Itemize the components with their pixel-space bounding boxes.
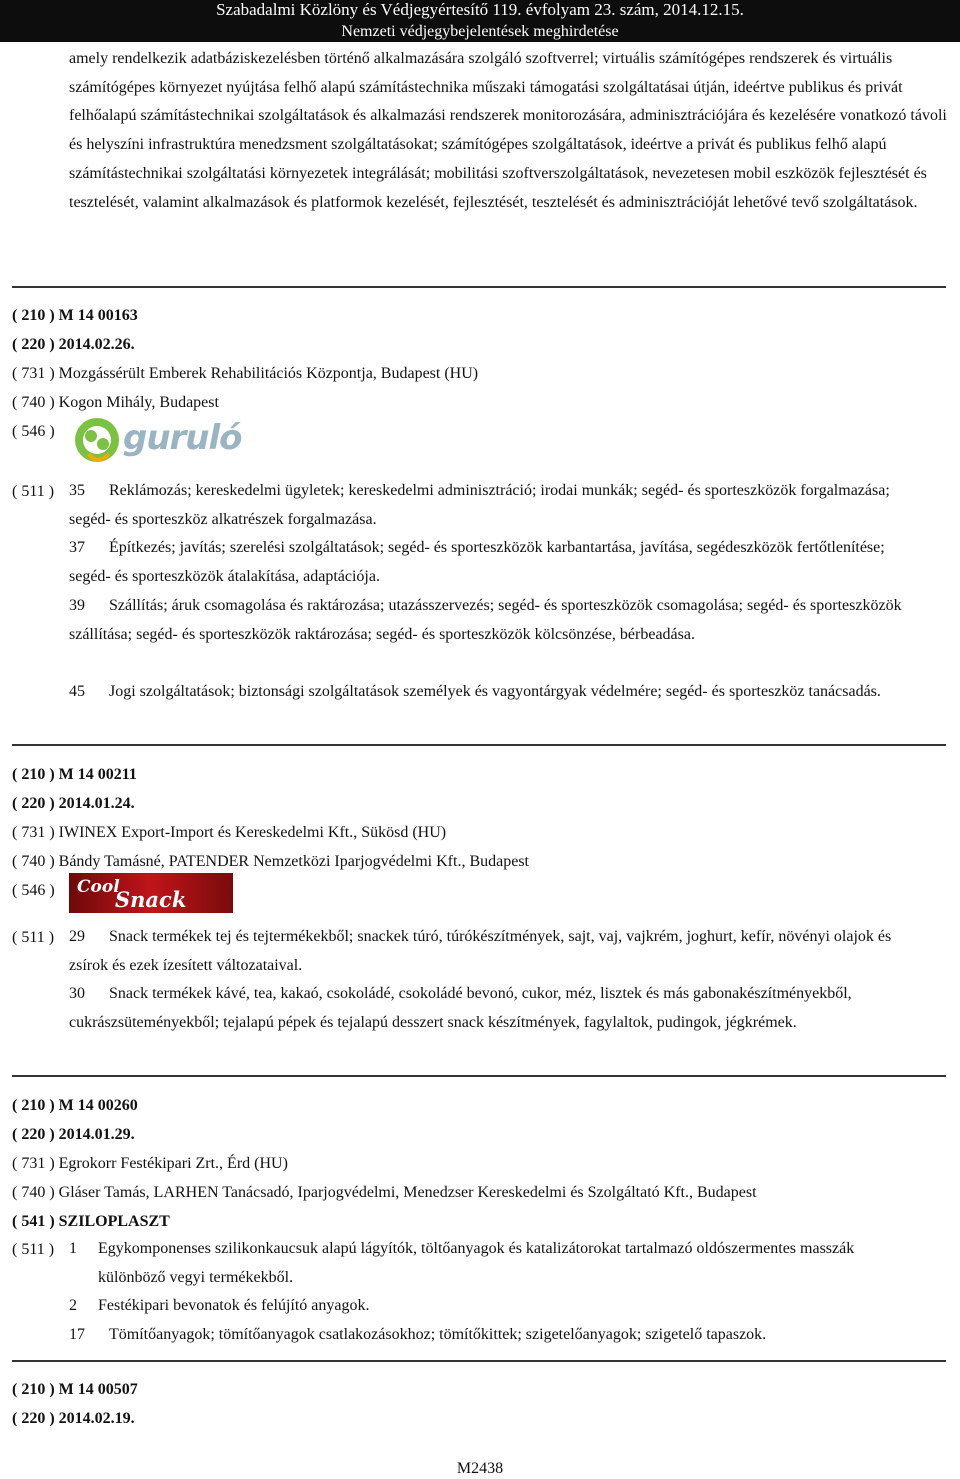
- class-39: [69, 592, 919, 649]
- continued-paragraph: amely rendelkezik adatbáziskezelésben történő alkalmazására szolgáló szoftverrel; virtuális számítógépes rendszerek és virtuális számítógépes környezet nyújtása felhő alapú számítástechnika műszaki támogatási szolgáltatásai útján, ideértve publikus és privát felhőalapú számítástechnikai szolgáltatások és alkalmazási rendszerek monitorozására, adminisztrációjára és kezelésére vonatkozó távoli és helyszíni infrastruktúra menedzsment szolgáltatásokat; számítógépes szolgáltatások, ideértve a privát és publikus felhő alapú számítástechnikai szolgáltatási környezetek integrálását; mobilitási szoftverszolgáltatások, nevezetesen mobil eszközök fejlesztését és tesztelését, valamint alkalmazások és platformok kezelését, fejlesztését, tesztelését és adminisztrációját lehetővé tevő szolgáltatások.: [69, 50, 947, 211]
- class-text: Reklámozás; kereskedelmi ügyletek; kereskedelmi adminisztráció; irodai munkák; segéd- és sporteszközök forgalmazása; segéd- és sporteszköz alkatrészek forgalmazása.: [69, 482, 890, 528]
- class-number: 2: [69, 1297, 77, 1314]
- logo-word-cool: Cool: [77, 877, 120, 897]
- class-35: [69, 477, 919, 534]
- class-number: 45: [69, 683, 85, 700]
- field-731: ( 731 ) IWINEX Export-Import és Kereskedelmi Kft., Sükösd (HU): [12, 824, 447, 841]
- separator: [12, 744, 946, 746]
- class-number: 1: [69, 1240, 77, 1257]
- section-title: Nemzeti védjegybejelentések meghirdetése: [341, 23, 619, 40]
- field-210: ( 210 ) M 14 00163: [12, 307, 138, 324]
- field-220: ( 220 ) 2014.02.19.: [12, 1410, 135, 1427]
- logo-wordmark: guruló: [123, 418, 242, 458]
- field-511: ( 511 ): [12, 1241, 55, 1258]
- field-731: ( 731 ) Egrokorr Festékipari Zrt., Érd (HU): [12, 1155, 288, 1172]
- field-210: ( 210 ) M 14 00211: [12, 766, 137, 783]
- field-740: ( 740 ) Bándy Tamásné, PATENDER Nemzetközi Iparjogvédelmi Kft., Budapest: [12, 853, 529, 870]
- class-number: 30: [69, 985, 85, 1002]
- class-text: Egykomponenses szilikonkaucsuk alapú lágyítók, töltőanyagok és katalizátorokat tartalmazó oldószermentes masszák különböző vegyi termékekből.: [98, 1240, 855, 1286]
- class-text: Szállítás; áruk csomagolása és raktározása; utazásszervezés; segéd- és sporteszközök csomagolása; segéd- és sporteszközök szállítása; segéd- és sporteszközök raktározása; segéd- és sporteszközök kölcsönzése, bérbeadása.: [69, 597, 902, 643]
- page-header: [0, 0, 960, 42]
- logo-word-snack: Snack: [115, 887, 187, 912]
- journal-title: Szabadalmi Közlöny és Védjegyértesítő 119. évfolyam 23. szám, 2014.12.15.: [216, 0, 744, 19]
- field-731: ( 731 ) Mozgássérült Emberek Rehabilitációs Központja, Budapest (HU): [12, 365, 479, 382]
- separator: [12, 1075, 946, 1077]
- class-2: [69, 1292, 918, 1321]
- class-number: 17: [69, 1326, 85, 1343]
- field-740: ( 740 ) Kogon Mihály, Budapest: [12, 394, 219, 411]
- class-number: 35: [69, 482, 85, 499]
- class-text: Snack termékek kávé, tea, kakaó, csokoládé, csokoládé bevonó, cukor, méz, lisztek és más gabonakészítményekből, cukrászsüteményekből; tejalapú pépek és tejalapú desszert snack készítmények, fagylaltok, pudingok, jégkrémek.: [69, 985, 852, 1031]
- field-546: ( 546 ): [12, 882, 55, 899]
- field-511: ( 511 ): [12, 483, 55, 500]
- class-45: [69, 678, 919, 707]
- class-number: 37: [69, 539, 85, 556]
- field-546: ( 546 ): [12, 423, 55, 440]
- field-541: ( 541 ) SZILOPLASZT: [12, 1213, 170, 1230]
- class-text: Snack termékek tej és tejtermékekből; snackek túró, túrókészítmények, sajt, vaj, vajkrém, joghurt, kefír, növényi olajok és zsírok és ezek ízesített változataival.: [69, 928, 892, 974]
- field-220: ( 220 ) 2014.01.29.: [12, 1126, 135, 1143]
- separator: [12, 286, 946, 288]
- class-text: Jogi szolgáltatások; biztonsági szolgáltatások személyek és vagyontárgyak védelmére; segéd- és sporteszköz tanácsadás.: [109, 683, 881, 700]
- class-37: [69, 534, 919, 591]
- class-number: 39: [69, 597, 85, 614]
- page-number: M2438: [456, 1460, 504, 1477]
- field-740: ( 740 ) Gláser Tamás, LARHEN Tanácsadó, Iparjogvédelmi, Menedzser Kereskedelmi és Szolgáltató Kft., Budapest: [12, 1184, 757, 1201]
- field-210: ( 210 ) M 14 00507: [12, 1381, 138, 1398]
- guruló-logo: [69, 414, 242, 468]
- class-1: [69, 1235, 918, 1292]
- class-text: Festékipari bevonatok és felújító anyagok.: [98, 1297, 370, 1314]
- class-29: [69, 923, 919, 980]
- field-220: ( 220 ) 2014.01.24.: [12, 795, 135, 812]
- separator: [12, 1360, 946, 1362]
- field-511: ( 511 ): [12, 929, 55, 946]
- class-text: Tömítőanyagok; tömítőanyagok csatlakozásokhoz; tömítőkittek; szigetelőanyagok; szigetelő tapaszok.: [109, 1326, 767, 1343]
- class-text: Építkezés; javítás; szerelési szolgáltatások; segéd- és sporteszközök karbantartása, javítása, segédeszközök fertőtlenítése; segéd- és sporteszközök átalakítása, adaptációja.: [69, 539, 885, 585]
- class-17: [69, 1321, 919, 1350]
- class-30: [69, 980, 919, 1037]
- field-220: ( 220 ) 2014.02.26.: [12, 336, 135, 353]
- coolsnack-logo: [69, 873, 233, 913]
- field-210: ( 210 ) M 14 00260: [12, 1097, 138, 1114]
- class-number: 29: [69, 928, 85, 945]
